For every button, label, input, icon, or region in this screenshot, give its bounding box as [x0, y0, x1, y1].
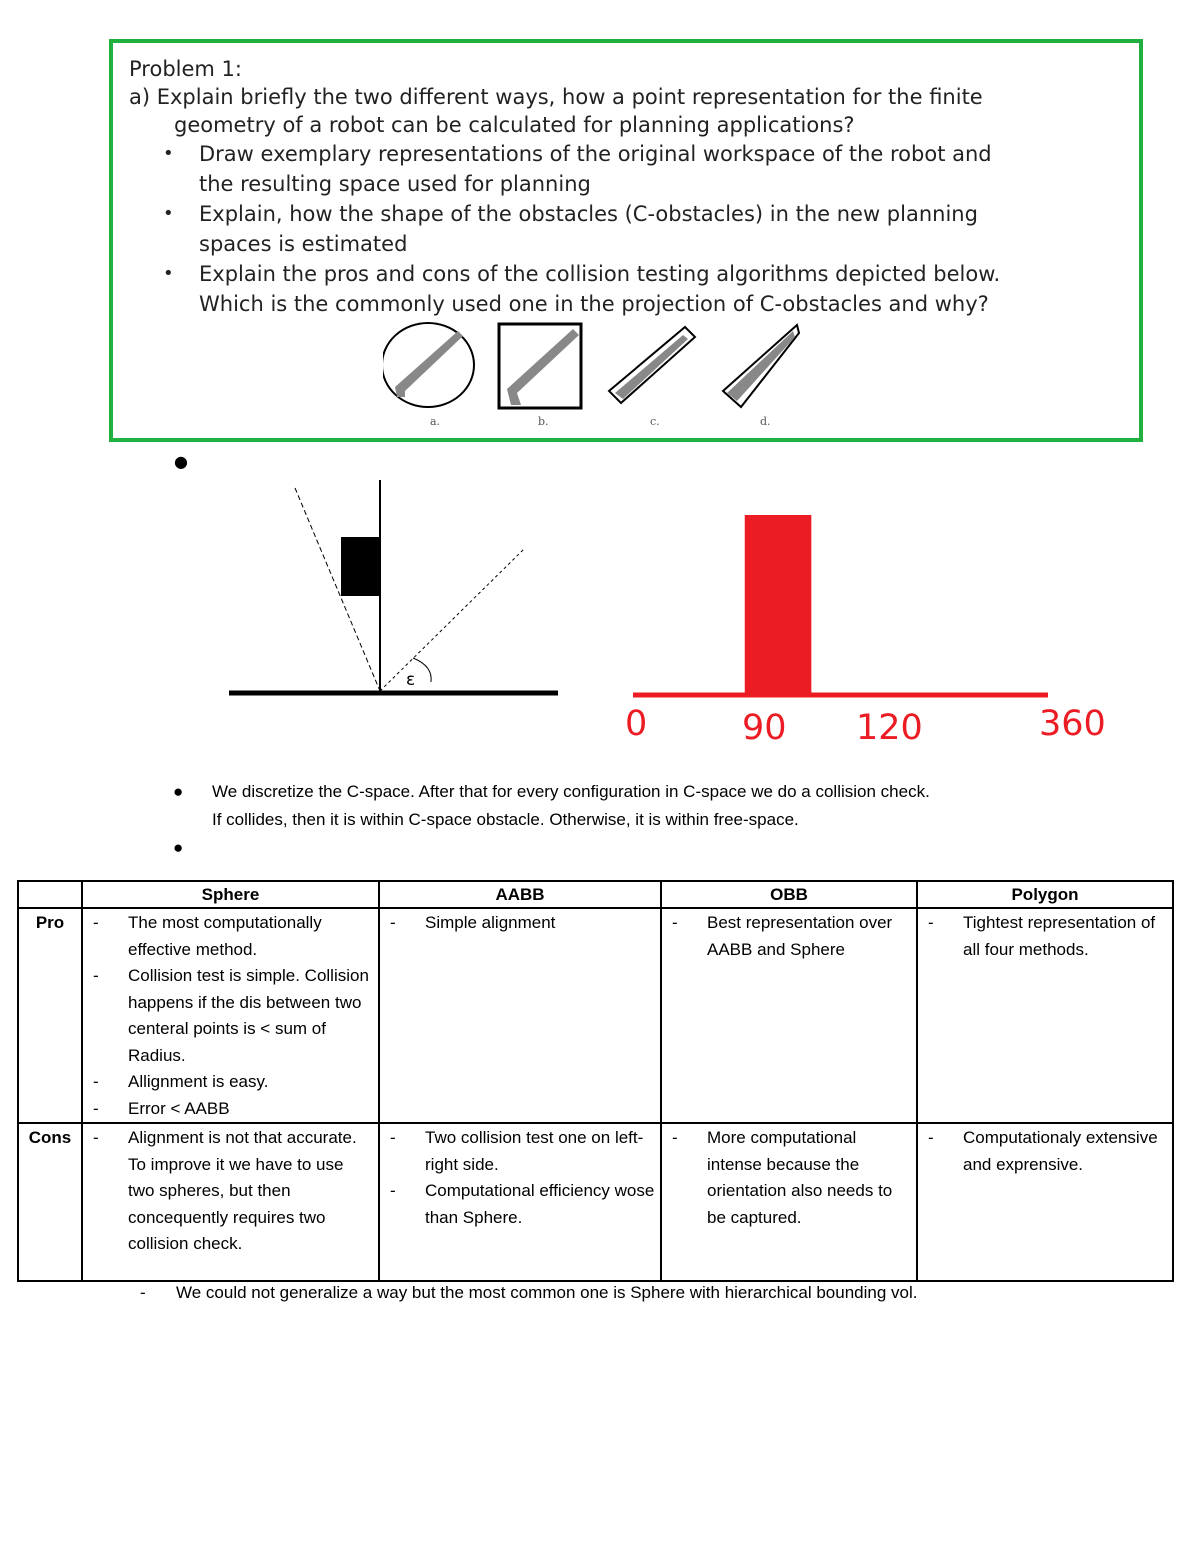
- pro-obb-cell: [661, 908, 917, 1123]
- pro-sphere-list: [83, 909, 378, 1122]
- list-item: - The most computationally effective method.: [83, 910, 374, 963]
- conclusion-text: We could not generalize a way but the most common one is Sphere with hierarchical bounding vol.: [176, 1283, 918, 1302]
- bullet-text: Which is the commonly used one in the projection of C-obstacles and why?: [199, 292, 989, 316]
- question-line-2: geometry of a robot can be calculated for planning applications?: [174, 113, 855, 137]
- list-item: - Collision test is simple. Collision happens if the dis between two centeral points is < sum of Radius.: [83, 963, 374, 1069]
- bullet-icon: •: [163, 203, 174, 224]
- cons-sphere-list: [83, 1124, 378, 1258]
- problem-question: [129, 83, 1119, 139]
- conclusion-line: [140, 1280, 1140, 1306]
- table-row-cons: [18, 1123, 1173, 1281]
- list-item: - Alignment is not that accurate. To improve it we have to use two spheres, but then concequently requires two collision check.: [83, 1125, 374, 1258]
- workspace-sketch: [225, 480, 565, 705]
- obb-figure: [609, 327, 695, 403]
- pro-sphere-cell: [82, 908, 379, 1123]
- cons-aabb-cell: [379, 1123, 661, 1281]
- problem-title: Problem 1:: [129, 57, 242, 81]
- problem-bullet: [129, 139, 1119, 199]
- cons-polygon-cell: [917, 1123, 1173, 1281]
- angle-arc: [413, 658, 431, 682]
- bullet-text: the resulting space used for planning: [199, 172, 591, 196]
- bullet-icon: ●: [174, 452, 188, 471]
- header-obb: OBB: [661, 881, 917, 908]
- question-line-1: a) Explain briefly the two different ways, how a point representation for the finite: [129, 85, 983, 109]
- problem-bullet: [129, 199, 1119, 259]
- figure-label-c: c.: [650, 415, 660, 428]
- dash-marker: -: [140, 1283, 146, 1302]
- pro-aabb-cell: [379, 908, 661, 1123]
- bullet-icon: ●: [173, 838, 184, 857]
- tick-label-120: 120: [856, 708, 923, 745]
- sphere-figure: [383, 323, 474, 407]
- list-item: - Computationaly extensive and exprensive.: [918, 1125, 1168, 1178]
- list-item: - Allignment is easy.: [83, 1069, 374, 1096]
- pro-polygon-cell: [917, 908, 1173, 1123]
- cons-aabb-list: [380, 1124, 660, 1231]
- header-aabb: AABB: [379, 881, 661, 908]
- list-item: - Computational efficiency wose than Sphere.: [380, 1178, 656, 1231]
- bounding-volume-figures: [383, 319, 813, 434]
- answer-line-2: If collides, then it is within C-space obstacle. Otherwise, it is within free-space.: [212, 810, 799, 829]
- obstacle-block: [341, 537, 380, 596]
- list-item: - Error < AABB: [83, 1096, 374, 1123]
- header-cell-empty: [18, 881, 82, 908]
- bullet-icon: ●: [173, 782, 184, 801]
- bullet-text: Draw exemplary representations of the original workspace of the robot and: [199, 142, 992, 166]
- dashed-arm-line: [380, 548, 525, 691]
- header-polygon: Polygon: [917, 881, 1173, 908]
- list-item: - More computational intense because the orientation also needs to be captured.: [662, 1125, 912, 1231]
- tick-label-90: 90: [742, 708, 787, 745]
- problem-bullets: [129, 139, 1119, 319]
- pro-obb-list: [662, 909, 916, 963]
- bullet-icon: •: [163, 263, 174, 284]
- list-item: - Tightest representation of all four methods.: [918, 910, 1168, 963]
- figure-label-a: a.: [430, 415, 441, 428]
- cons-sphere-cell: [82, 1123, 379, 1281]
- header-sphere: Sphere: [82, 881, 379, 908]
- answer-bullet: [170, 778, 1130, 834]
- bullet-text: Explain the pros and cons of the collision testing algorithms depicted below.: [199, 262, 1001, 286]
- bullet-text: Explain, how the shape of the obstacles (C-obstacles) in the new planning: [199, 202, 978, 226]
- problem-box: [109, 39, 1143, 442]
- tick-label-360: 360: [1039, 704, 1106, 744]
- comparison-table: [17, 880, 1174, 1282]
- cons-obb-cell: [661, 1123, 917, 1281]
- answer-line-1: We discretize the C-space. After that for every configuration in C-space we do a collision check.: [212, 782, 930, 801]
- row-label-cons: Cons: [18, 1123, 82, 1281]
- cons-obb-list: [662, 1124, 916, 1231]
- problem-bullet: [129, 259, 1119, 319]
- figure-label-d: d.: [760, 415, 771, 428]
- angle-label: ε: [406, 670, 416, 690]
- tick-label-0: 0: [625, 704, 648, 744]
- bullet-text: spaces is estimated: [199, 232, 408, 256]
- list-item: - Best representation over AABB and Sphere: [662, 910, 912, 963]
- problem-text: [129, 55, 1119, 319]
- answer-block: [170, 778, 1130, 862]
- aabb-figure: [499, 324, 581, 408]
- row-label-pro: Pro: [18, 908, 82, 1123]
- table-row-pro: [18, 908, 1173, 1123]
- polygon-figure: [723, 325, 799, 407]
- pro-polygon-list: [918, 909, 1172, 963]
- bullet-icon: •: [163, 143, 174, 164]
- list-item: - Two collision test one on left-right side.: [380, 1125, 656, 1178]
- cons-polygon-list: [918, 1124, 1172, 1178]
- table-header-row: [18, 881, 1173, 908]
- empty-bullet: [170, 834, 1130, 862]
- c-obstacle-range: [745, 515, 812, 695]
- figure-label-b: b.: [538, 415, 549, 428]
- pro-aabb-list: [380, 909, 660, 937]
- list-item: - Simple alignment: [380, 910, 656, 937]
- c-space-range-figure: [625, 505, 1115, 745]
